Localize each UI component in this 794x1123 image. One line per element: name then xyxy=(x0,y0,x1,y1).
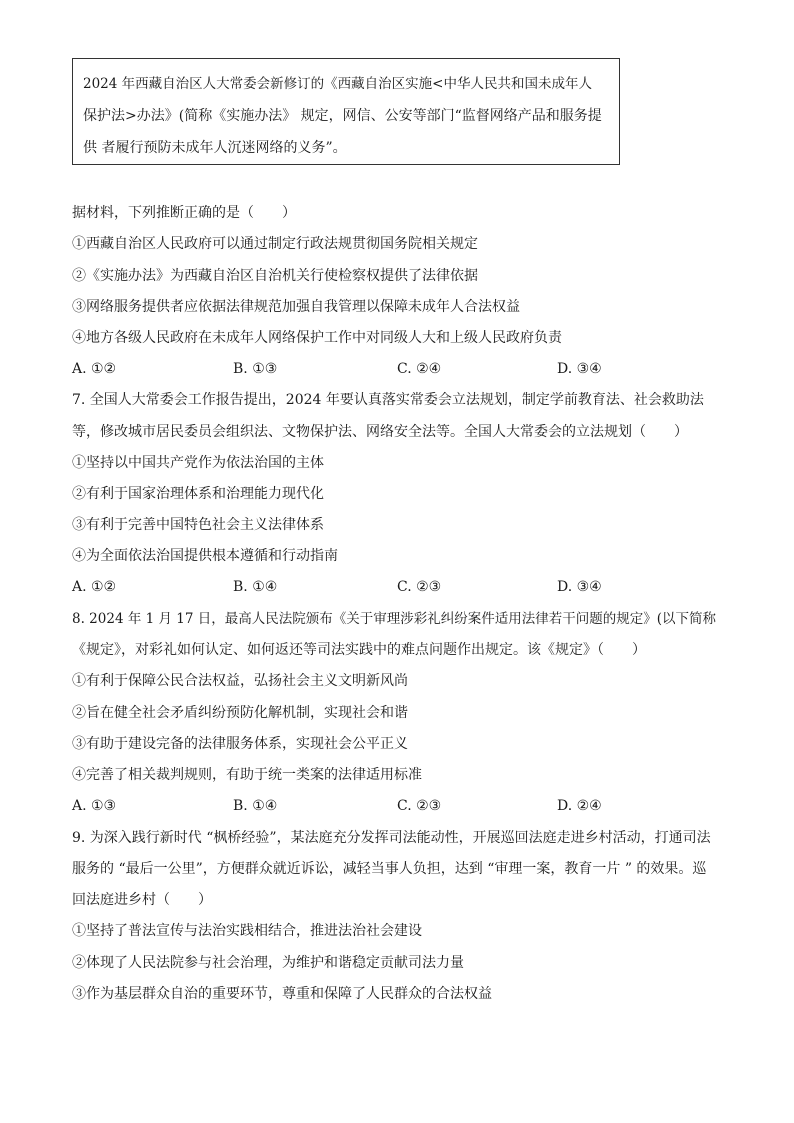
q6-choice-c[interactable]: C. ②④ xyxy=(397,361,442,377)
q6-option-4: ④地方各级人民政府在未成年人网络保护工作中对同级人大和上级人民政府负责 xyxy=(72,330,562,346)
material-line: 保护法>办法》(简称《实施办法》 规定，网信、公安等部门“监督网络产品和服务提 xyxy=(83,108,602,124)
q9-option-1: ①坚持了普法宣传与法治实践相结合，推进法治社会建设 xyxy=(72,923,422,939)
q7-option-2: ②有利于国家治理体系和治理能力现代化 xyxy=(72,486,324,502)
q7-choices xyxy=(72,577,732,597)
q8-choices xyxy=(72,796,732,816)
q9-option-3: ③作为基层群众自治的重要环节，尊重和保障了人民群众的合法权益 xyxy=(72,986,492,1002)
q7-option-1: ①坚持以中国共产党作为依法治国的主体 xyxy=(72,455,324,471)
q6-choices xyxy=(72,359,732,379)
q8-stem-line: 8. 2024 年 1 月 17 日，最高人民法院颁布《关于审理涉彩礼纠纷案件适用法律若干问题的规定》(以下简称 xyxy=(72,611,717,627)
q7-option-3: ③有利于完善中国特色社会主义法律体系 xyxy=(72,517,324,533)
q8-option-2: ②旨在健全社会矛盾纠纷预防化解机制，实现社会和谐 xyxy=(72,705,408,721)
material-line: 2024 年西藏自治区人大常委会新修订的《西藏自治区实施<中华人民共和国未成年人 xyxy=(83,76,592,92)
q8-choice-b[interactable]: B. ①④ xyxy=(233,798,278,814)
q7-choice-b[interactable]: B. ①④ xyxy=(233,579,278,595)
material-box xyxy=(72,58,620,165)
q6-stem: 据材料，下列推断正确的是（ ） xyxy=(72,205,296,221)
q9-option-2: ②体现了人民法院参与社会治理，为维护和谐稳定贡献司法力量 xyxy=(72,955,464,971)
q6-choice-b[interactable]: B. ①③ xyxy=(233,361,278,377)
q7-choice-d[interactable]: D. ③④ xyxy=(557,579,602,595)
q6-option-3: ③网络服务提供者应依据法律规范加强自我管理以保障未成年人合法权益 xyxy=(72,299,520,315)
material-line: 供 者履行预防未成年人沉迷网络的义务”。 xyxy=(83,140,347,156)
q8-choice-c[interactable]: C. ②③ xyxy=(397,798,442,814)
q8-choice-a[interactable]: A. ①③ xyxy=(72,798,117,814)
q7-option-4: ④为全面依法治国提供根本遵循和行动指南 xyxy=(72,548,338,564)
q9-stem-line: 服务的 “最后一公里”，方便群众就近诉讼，减轻当事人负担，达到 “审理一案，教育一片 ” 的效果。巡 xyxy=(72,861,707,877)
q8-option-4: ④完善了相关裁判规则，有助于统一类案的法律适用标准 xyxy=(72,767,422,783)
q9-stem-line: 9. 为深入践行新时代 “枫桥经验”，某法庭充分发挥司法能动性，开展巡回法庭走进乡村活动，打通司法 xyxy=(72,830,711,846)
q6-choice-a[interactable]: A. ①② xyxy=(72,361,117,377)
q8-stem-line: 《规定》，对彩礼如何认定、如何返还等司法实践中的难点问题作出规定。该《规定》（ ） xyxy=(72,642,646,658)
q6-choice-d[interactable]: D. ③④ xyxy=(557,361,602,377)
q6-option-2: ②《实施办法》为西藏自治区自治机关行使检察权提供了法律依据 xyxy=(72,268,478,284)
q8-option-3: ③有助于建设完备的法律服务体系，实现社会公平正义 xyxy=(72,736,408,752)
q8-option-1: ①有利于保障公民合法权益，弘扬社会主义文明新风尚 xyxy=(72,673,408,689)
q7-stem-line: 7. 全国人大常委会工作报告提出，2024 年要认真落实常委会立法规划，制定学前教育法、社会救助法 xyxy=(72,392,704,408)
q7-choice-a[interactable]: A. ①② xyxy=(72,579,117,595)
q9-stem-line: 回法庭进乡村（ ） xyxy=(72,892,212,908)
q7-choice-c[interactable]: C. ②③ xyxy=(397,579,442,595)
q6-option-1: ①西藏自治区人民政府可以通过制定行政法规贯彻国务院相关规定 xyxy=(72,236,478,252)
q7-stem-line: 等，修改城市居民委员会组织法、文物保护法、网络安全法等。全国人大常委会的立法规划（ ） xyxy=(72,424,688,440)
q8-choice-d[interactable]: D. ②④ xyxy=(557,798,602,814)
